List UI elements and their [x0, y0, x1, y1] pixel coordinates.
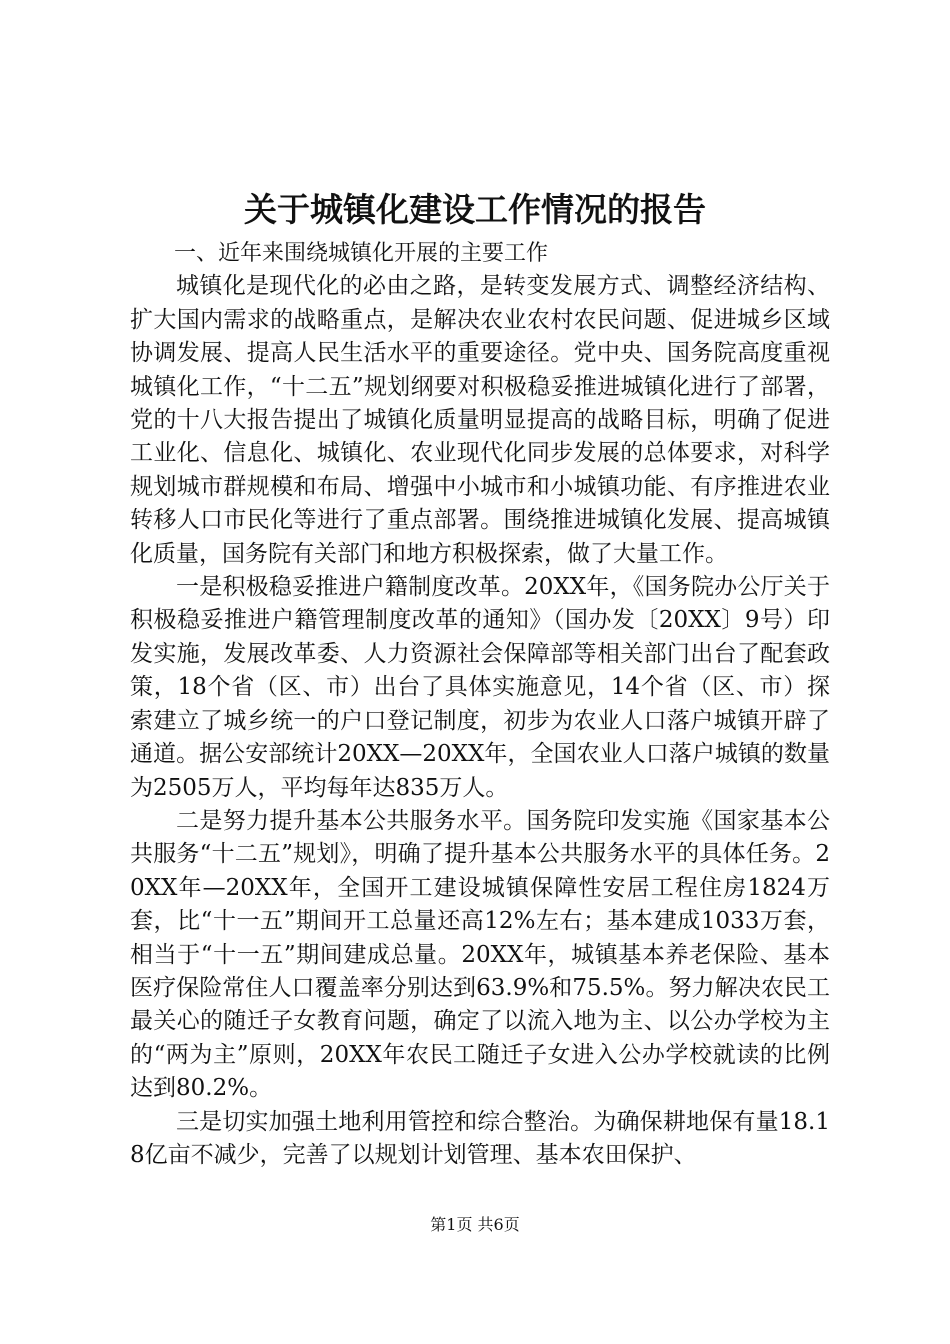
paragraph-public-services: 二是努力提升基本公共服务水平。国务院印发实施《国家基本公共服务“十二五”规划》，明确了提升基本公共服务水平的具体任务。20XX年—20XX年，全国开工建设城镇保障性安居工程住房1824万套，比“十一五”期间开工总量还高12%左右；基本建成1033万套，相当于“十一五”期间建成总量。20XX年，城镇基本养老保险、基本医疗保险常住人口覆盖率分别达到63.9%和75.5%。努力解决农民工最关心的随迁子女教育问题，确定了以流入地为主、以公办学校为主的“两为主”原则，20XX年农民工随迁子女进入公办学校就读的比例达到80.2%。	[130, 807, 830, 1102]
paragraph-household-registration: 一是积极稳妥推进户籍制度改革。20XX年，《国务院办公厅关于积极稳妥推进户籍管理制度改革的通知》（国办发〔20XX〕9号）印发实施，发展改革委、人力资源社会保障部等相关部门出台了配套政策，18个省（区、市）出台了具体实施意见，14个省（区、市）探索建立了城乡统一的户口登记制度，初步为农业人口落户城镇开辟了通道。据公安部统计20XX—20XX年，全国农业人口落户城镇的数量为2505万人，平均每年达835万人。	[130, 574, 830, 801]
section-heading: 一、近年来围绕城镇化开展的主要工作	[174, 241, 549, 266]
paragraph-land-use: 三是切实加强土地利用管控和综合整治。为确保耕地保有量18.18亿亩不减少，完善了以规划计划管理、基本农田保护、	[130, 1108, 830, 1168]
paragraph-intro: 城镇化是现代化的必由之路，是转变发展方式、调整经济结构、扩大国内需求的战略重点，是解决农业农村农民问题、促进城乡区域协调发展、提高人民生活水平的重要途径。党中央、国务院高度重视城镇化工作，“十二五”规划纲要对积极稳妥推进城镇化进行了部署，党的十八大报告提出了城镇化质量明显提高的战略目标，明确了促进工业化、信息化、城镇化、农业现代化同步发展的总体要求，对科学规划城市群规模和布局、增强中小城市和小城镇功能、有序推进农业转移人口市民化等进行了重点部署。围绕推进城镇化发展、提高城镇化质量，国务院有关部门和地方积极探索，做了大量工作。	[130, 273, 830, 567]
document-title: 关于城镇化建设工作情况的报告	[244, 190, 706, 229]
document-body	[130, 237, 830, 1172]
page-footer: 第1页 共6页	[430, 1215, 520, 1234]
